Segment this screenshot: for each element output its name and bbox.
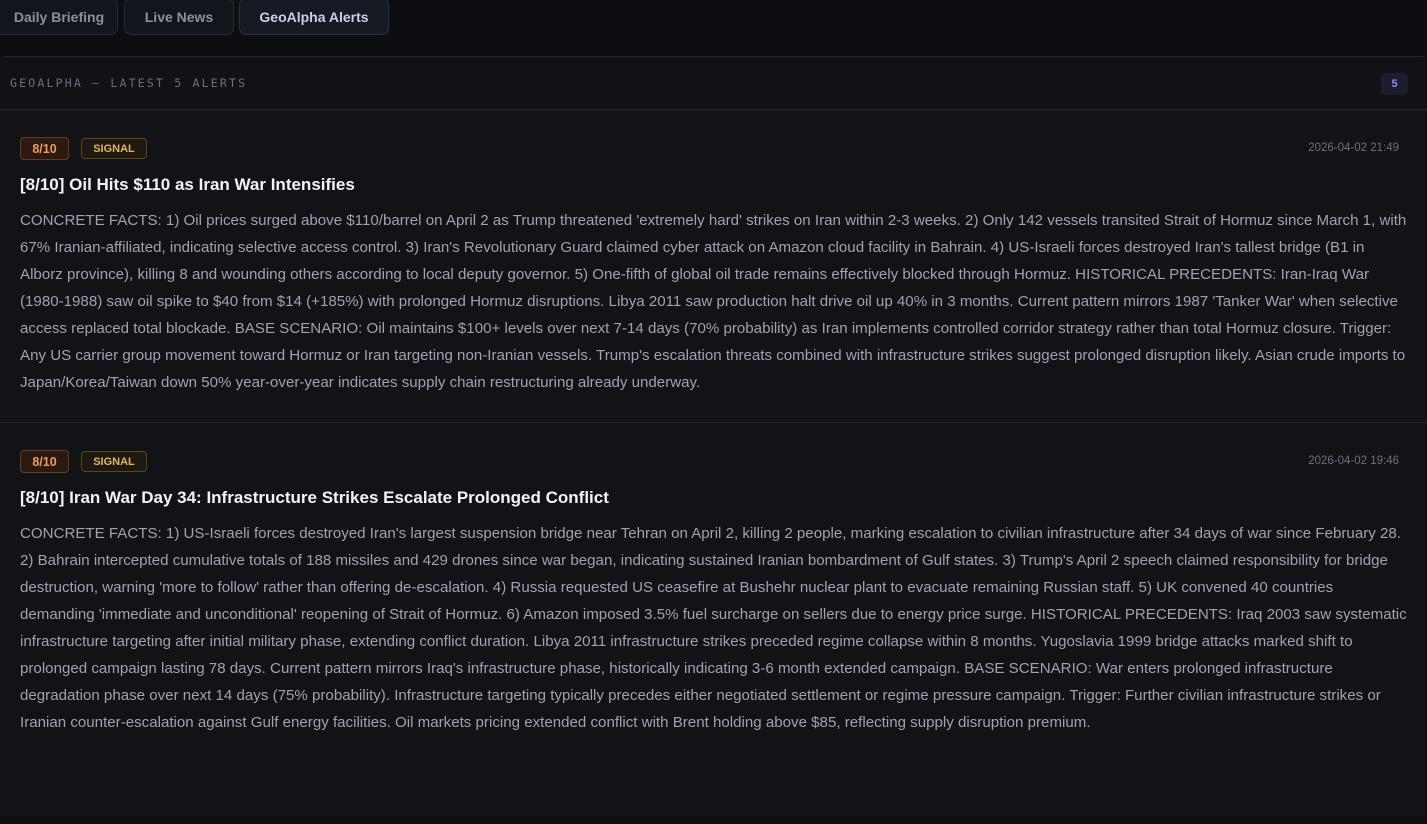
signal-badge: SIGNAL: [81, 451, 147, 472]
tab-bar: [0, 0, 1427, 56]
alert-count-badge: 5: [1381, 73, 1408, 95]
alert-title: [8/10] Oil Hits $110 as Iran War Intensifies: [20, 175, 355, 194]
tab-geoalpha-alerts[interactable]: GeoAlpha Alerts: [239, 0, 389, 35]
alert-timestamp: 2026-04-02 21:49: [1308, 142, 1399, 154]
alert-title: [8/10] Iran War Day 34: Infrastructure Strikes Escalate Prolonged Conflict: [20, 488, 609, 507]
alert-card[interactable]: [0, 424, 1427, 824]
alert-body: CONCRETE FACTS: 1) Oil prices surged above $110/barrel on April 2 as Trump threatened 'extremely hard' strikes on Iran within 2-3 weeks. 2) Only 142 vessels transited Strait of Hormuz since March 1, with 67% Iranian-affiliated, indicating selective access control. 3) Iran's Revolutionary Guard claimed cyber attack on Amazon cloud facility in Bahrain. 4) US-Israeli forces destroyed Iran's tallest bridge (B1 in Alborz province), killing 8 and wounding others according to local deputy governor. 5) One-fifth of global oil trade remains effectively blocked through Hormuz. HISTORICAL PRECEDENTS: Iran-Iraq War (1980-1988) saw oil spike to $40 from $14 (+185%) with prolonged Hormuz disruptions. Libya 2011 saw production halt drive oil up 40% in 3 months. Current pattern mirrors 1987 'Tanker War' when selective access replaced total blockade. BASE SCENARIO: Oil maintains $100+ levels over next 7-14 days (70% probability) as Iran implements controlled corridor strategy rather than total Hormuz closure. Trigger: Any US carrier group movement toward Hormuz or Iran targeting non-Iranian vessels. Trump's escalation threats combined with infrastructure strikes suggest prolonged disruption likely. Asian crude imports to Japan/Korea/Taiwan down 50% year-over-year indicates supply chain restructuring already underway.: [20, 212, 1407, 391]
alert-timestamp: 2026-04-02 19:46: [1308, 455, 1399, 467]
alerts-panel: [0, 56, 1427, 816]
tab-daily-briefing[interactable]: Daily Briefing: [0, 0, 118, 35]
signal-badge: SIGNAL: [81, 138, 147, 159]
score-badge: 8/10: [20, 450, 69, 473]
score-badge: 8/10: [20, 137, 69, 160]
panel-title: GEOALPHA — LATEST 5 ALERTS: [10, 76, 248, 90]
alert-body: CONCRETE FACTS: 1) US-Israeli forces destroyed Iran's largest suspension bridge near Tehran on April 2, killing 2 people, marking escalation to civilian infrastructure after 34 days of war since February 28. 2) Bahrain intercepted cumulative totals of 188 missiles and 429 drones since war began, indicating sustained Iranian bombardment of Gulf states. 3) Trump's April 2 speech claimed responsibility for bridge destruction, warning 'more to follow' rather than offering de-escalation. 4) Russia requested US ceasefire at Bushehr nuclear plant to evacuate remaining Russian staff. 5) UK convened 40 countries demanding 'immediate and unconditional' reopening of Strait of Hormuz. 6) Amazon imposed 3.5% fuel surcharge on sellers due to energy price surge. HISTORICAL PRECEDENTS: Iraq 2003 saw systematic infrastructure targeting after initial military phase, extending conflict duration. Libya 2011 infrastructure strikes preceded regime collapse within 8 months. Yugoslavia 1999 bridge attacks marked shift to prolonged campaign lasting 78 days. Current pattern mirrors Iraq's infrastructure phase, historically indicating 3-6 month extended campaign. BASE SCENARIO: War enters prolonged infrastructure degradation phase over next 14 days (75% probability). Infrastructure targeting typically precedes either negotiated settlement or regime pressure campaign. Trigger: Further civilian infrastructure strikes or Iranian counter-escalation against Gulf energy facilities. Oil markets pricing extended conflict with Brent holding above $85, reflecting supply disruption premium.: [20, 525, 1407, 731]
alert-card[interactable]: [0, 111, 1427, 423]
tab-live-news[interactable]: Live News: [124, 0, 234, 35]
panel-header: [0, 57, 1427, 110]
